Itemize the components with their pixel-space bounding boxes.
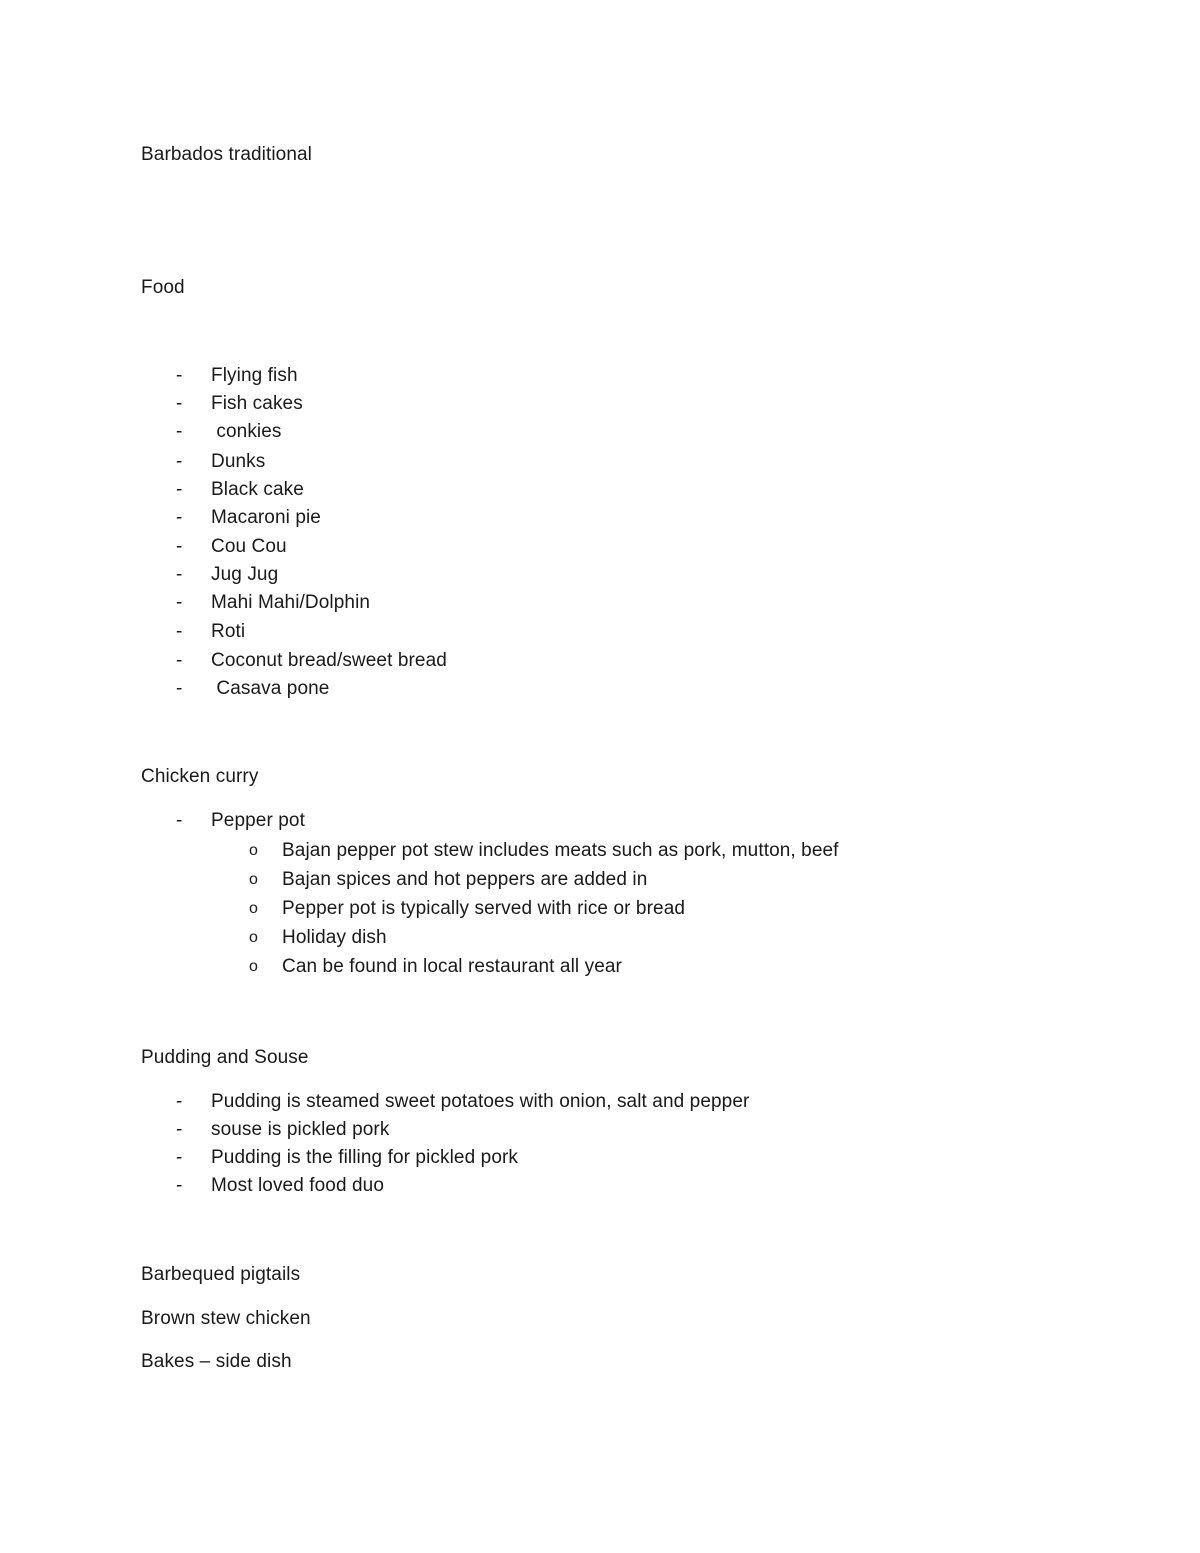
- chicken-curry-heading: Chicken curry: [141, 766, 259, 787]
- bullet-dash: -: [176, 365, 183, 386]
- pudding-souse-heading: Pudding and Souse: [141, 1047, 309, 1068]
- sub-list-item-text: Bajan spices and hot peppers are added in: [282, 869, 648, 890]
- bullet-dash: -: [176, 421, 183, 442]
- list-item-text: Casava pone: [211, 678, 330, 699]
- list-item-text: conkies: [211, 421, 282, 442]
- bullet-dash: -: [176, 650, 183, 671]
- list-item-text: Flying fish: [211, 365, 298, 386]
- paragraph-line: Bakes – side dish: [141, 1351, 292, 1372]
- bullet-dash: -: [176, 536, 183, 557]
- list-item-text: Pepper pot: [211, 810, 305, 831]
- bullet-dash: -: [176, 1119, 183, 1140]
- bullet-dash: -: [176, 1091, 183, 1112]
- list-item-text: Cou Cou: [211, 536, 287, 557]
- bullet-dash: -: [176, 621, 183, 642]
- bullet-dash: -: [176, 479, 183, 500]
- list-item-text: Roti: [211, 621, 246, 642]
- sub-list-item-text: Bajan pepper pot stew includes meats such as pork, mutton, beef: [282, 840, 839, 861]
- list-item-text: Macaroni pie: [211, 507, 321, 528]
- bullet-circle: o: [249, 871, 258, 888]
- list-item-text: Black cake: [211, 479, 304, 500]
- list-item-text: Fish cakes: [211, 393, 303, 414]
- bullet-dash: -: [176, 451, 183, 472]
- bullet-dash: -: [176, 564, 183, 585]
- paragraph-line: Brown stew chicken: [141, 1308, 311, 1329]
- bullet-dash: -: [176, 592, 183, 613]
- bullet-circle: o: [249, 929, 258, 946]
- list-item-text: Jug Jug: [211, 564, 279, 585]
- food-heading: Food: [141, 277, 185, 298]
- bullet-dash: -: [176, 678, 183, 699]
- bullet-dash: -: [176, 1175, 183, 1196]
- sub-list-item-text: Can be found in local restaurant all year: [282, 956, 622, 977]
- list-item-text: Most loved food duo: [211, 1175, 385, 1196]
- sub-list-item-text: Pepper pot is typically served with rice or bread: [282, 898, 686, 919]
- bullet-circle: o: [249, 842, 258, 859]
- bullet-dash: -: [176, 507, 183, 528]
- bullet-dash: -: [176, 393, 183, 414]
- list-item-text: Dunks: [211, 451, 266, 472]
- bullet-circle: o: [249, 900, 258, 917]
- bullet-dash: -: [176, 810, 183, 831]
- bullet-circle: o: [249, 958, 258, 975]
- list-item-text: souse is pickled pork: [211, 1119, 390, 1140]
- bullet-dash: -: [176, 1147, 183, 1168]
- list-item-text: Coconut bread/sweet bread: [211, 650, 447, 671]
- list-item-text: Mahi Mahi/Dolphin: [211, 592, 371, 613]
- sub-list-item-text: Holiday dish: [282, 927, 387, 948]
- document-title: Barbados traditional: [141, 144, 312, 165]
- list-item-text: Pudding is the filling for pickled pork: [211, 1147, 519, 1168]
- list-item-text: Pudding is steamed sweet potatoes with onion, salt and pepper: [211, 1091, 750, 1112]
- paragraph-line: Barbequed pigtails: [141, 1264, 301, 1285]
